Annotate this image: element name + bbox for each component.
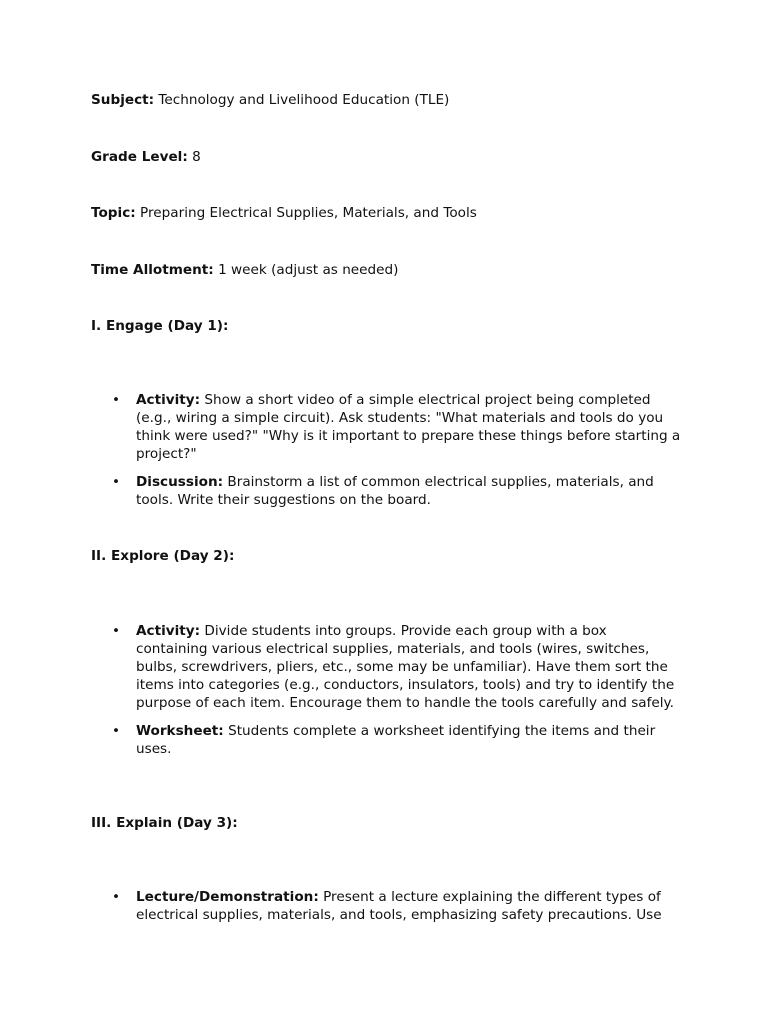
- list-item: [91, 473, 681, 509]
- section-heading-explore: II. Explore (Day 2):: [91, 548, 235, 564]
- subject-value: Technology and Livelihood Education (TLE): [158, 92, 450, 108]
- item-label: Discussion:: [136, 473, 224, 490]
- item-label: Activity:: [136, 623, 201, 639]
- item-label: Activity:: [136, 392, 201, 408]
- item-text: Show a short video of a simple electrical project being completed (e.g., wiring a simple circuit). Ask students: "What materials and tools do you think were used?" "Why is it important to prepare these things before starting a project?": [136, 392, 681, 463]
- subject-line: [91, 91, 449, 109]
- bullet-icon: •: [112, 392, 121, 408]
- list-item: [91, 622, 681, 712]
- bullet-icon: •: [112, 623, 121, 639]
- item-text: Students complete a worksheet identifying the items and their uses.: [136, 722, 656, 757]
- item-text: Present a lecture explaining the different types of electrical supplies, materials, and tools, emphasizing safety precautions. Use: [136, 889, 662, 924]
- topic-label: Topic:: [91, 205, 136, 221]
- subject-label: Subject:: [91, 92, 155, 108]
- topic-line: [91, 204, 477, 222]
- item-text: Brainstorm a list of common electrical supplies, materials, and tools. Write their suggestions on the board.: [136, 473, 654, 508]
- explore-list: [91, 622, 681, 767]
- item-text: Divide students into groups. Provide each group with a box containing various electrical supplies, materials, and tools (wires, switches, bulbs, screwdrivers, pliers, etc., some may be unfamiliar). Have them sort the items into categories (e.g., conductors, insulators, tools) and try to identify the purpose of each item. Encourage them to handle the tools carefully and safely.: [136, 623, 675, 712]
- grade-level-label: Grade Level:: [91, 149, 188, 165]
- list-item: [91, 722, 681, 758]
- bullet-icon: •: [112, 473, 121, 490]
- grade-level-line: [91, 148, 201, 166]
- item-label: Worksheet:: [136, 722, 224, 739]
- list-item: [91, 888, 681, 924]
- time-allotment-line: [91, 261, 398, 279]
- grade-level-value: 8: [192, 149, 201, 165]
- section-heading-engage: I. Engage (Day 1):: [91, 318, 229, 334]
- bullet-icon: •: [112, 889, 121, 905]
- engage-list: [91, 391, 681, 518]
- time-allotment-label: Time Allotment:: [91, 262, 214, 278]
- topic-value: Preparing Electrical Supplies, Materials, and Tools: [140, 205, 477, 221]
- section-heading-explain: III. Explain (Day 3):: [91, 815, 238, 831]
- item-label: Lecture/Demonstration:: [136, 889, 319, 905]
- time-allotment-value: 1 week (adjust as needed): [218, 262, 399, 278]
- explain-list: [91, 888, 681, 934]
- bullet-icon: •: [112, 722, 121, 739]
- list-item: [91, 391, 681, 463]
